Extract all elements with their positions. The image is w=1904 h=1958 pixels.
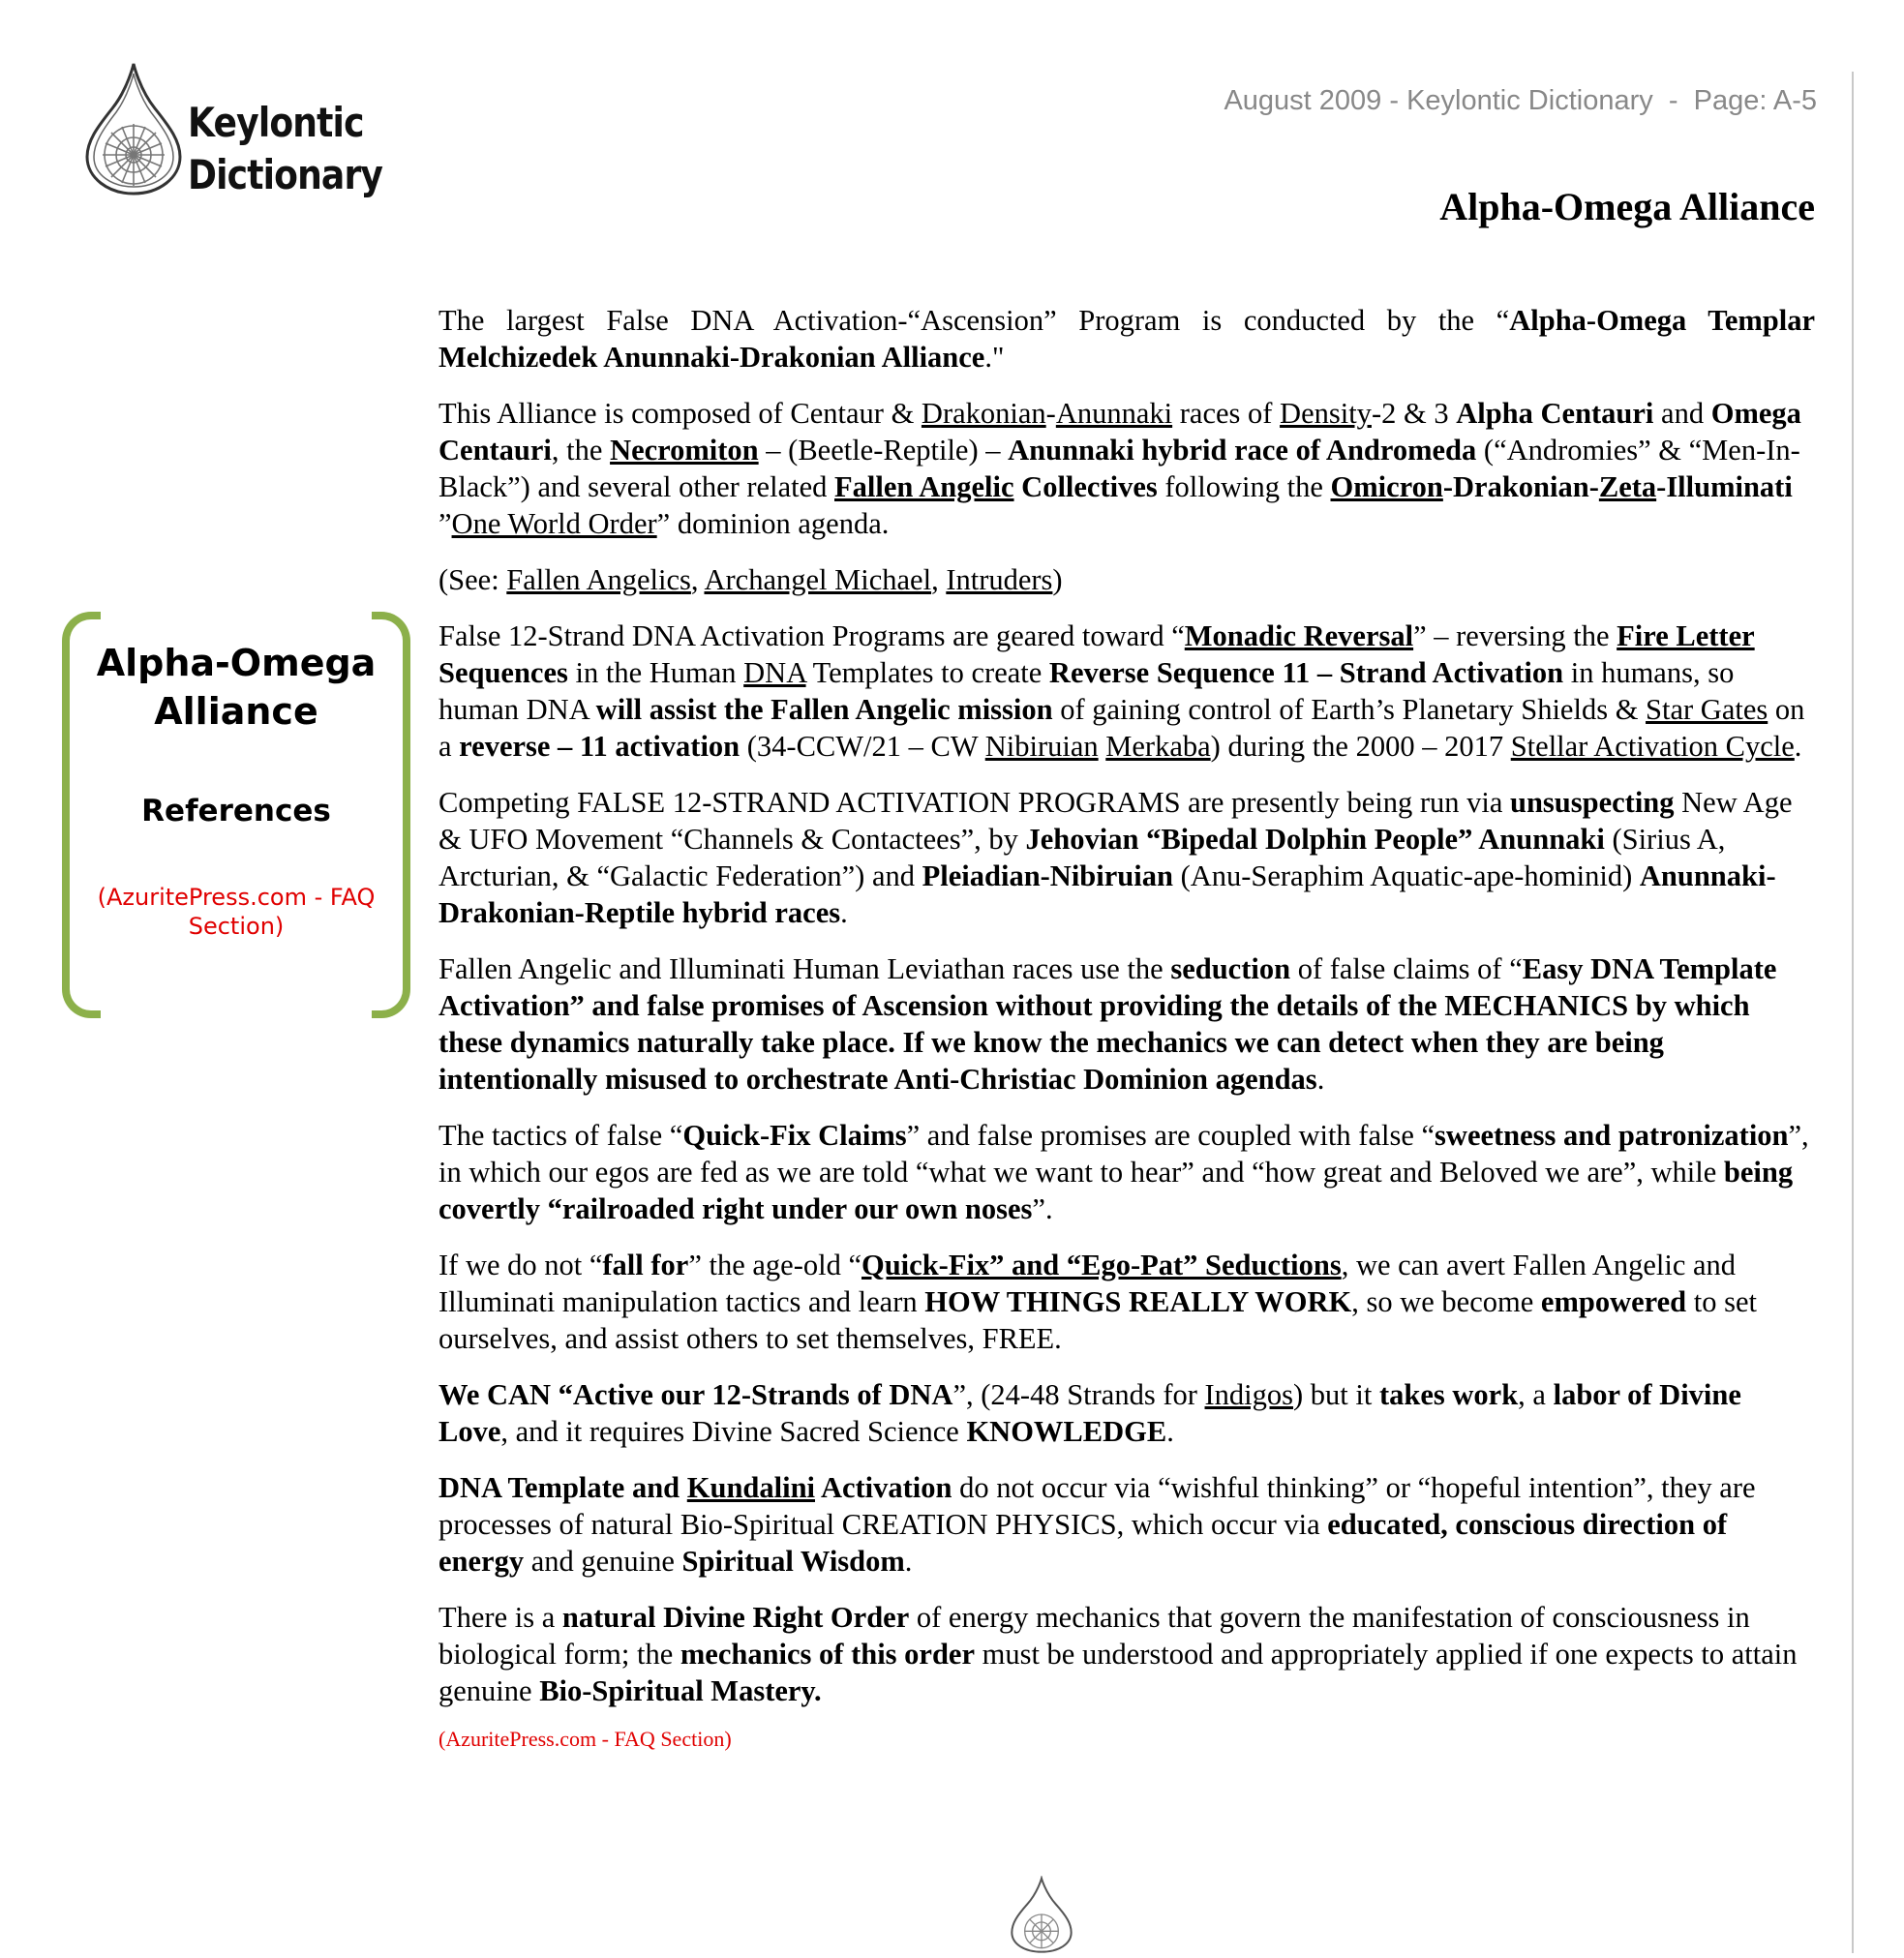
text-run: ” <box>438 507 452 540</box>
text-run: in the Human <box>567 656 744 689</box>
text-run: ) but it <box>1293 1378 1379 1411</box>
term-link[interactable]: Necromiton <box>610 434 759 467</box>
paragraph <box>438 1117 1815 1227</box>
text-run: ” dominion agenda. <box>656 507 890 540</box>
footer-drop-mandala-icon <box>1008 1876 1075 1953</box>
text-run: ” the age-old “ <box>688 1249 861 1281</box>
term-link[interactable]: Star Gates <box>1646 693 1768 726</box>
paragraph <box>438 395 1815 542</box>
text-run: , <box>690 563 705 596</box>
paragraph <box>438 618 1815 765</box>
entry-body <box>438 302 1815 1752</box>
text-run: of false claims of “ <box>1290 952 1523 985</box>
text-run: Anunnaki-Drakonian-Reptile hybrid races <box>438 859 1776 929</box>
logo-line-2: Dictionary <box>188 151 383 198</box>
paragraph <box>438 1599 1815 1709</box>
text-run: - <box>1045 397 1056 430</box>
text-run: Pleiadian-Nibiruian <box>922 859 1173 892</box>
keylontic-logo <box>83 60 393 205</box>
text-run: ” and false promises are coupled with false “ <box>906 1119 1436 1152</box>
text-run: , the <box>551 434 611 467</box>
text-run: Alpha Centauri <box>1456 397 1654 430</box>
text-run: -2 & 3 <box>1371 397 1457 430</box>
text-run: will assist the Fallen Angelic mission <box>595 693 1053 726</box>
text-run: unsuspecting <box>1510 786 1675 819</box>
text-run: races of <box>1172 397 1281 430</box>
text-run: being covertly “railroaded right under our own noses <box>438 1156 1794 1225</box>
text-run: We CAN “Active our 12-Strands of DNA <box>438 1378 953 1411</box>
text-run: Easy DNA Template Activation” and false promises of Ascension without providing the details of the MECHANICS by which these dynamics naturally take place. If we know the mechanics we can detect when they are being intentionally misused to orchestrate Anti-Christiac Dominion agendas <box>438 952 1777 1096</box>
term-link[interactable]: Indigos <box>1204 1378 1294 1411</box>
text-run: ) during the 2000 – 2017 <box>1210 730 1511 763</box>
text-run: of gaining control of Earth’s Planetary Shields & <box>1052 693 1647 726</box>
text-run: ” – reversing the <box>1413 619 1617 652</box>
text-run: must be understood and appropriately applied if one expects to attain genuine <box>438 1638 1798 1707</box>
text-run: , and it requires Divine Sacred Science <box>500 1415 967 1448</box>
text-run: (Anu-Seraphim Aquatic-ape-hominid) <box>1172 859 1640 892</box>
text-run: ”, (24-48 Strands for <box>952 1378 1205 1411</box>
text-run: Bio-Spiritual Mastery. <box>539 1674 822 1707</box>
term-link[interactable]: One World Order <box>451 507 657 540</box>
text-run: If we do not “ <box>438 1249 603 1281</box>
text-run: . <box>840 896 848 929</box>
text-run: Sequences <box>438 656 568 689</box>
text-run: DNA Template and <box>438 1471 687 1504</box>
text-run: . <box>1316 1063 1325 1096</box>
paragraph <box>438 1247 1815 1357</box>
text-run: do not occur via “wishful thinking” or “hopeful intention”, they are processes of natural Bio-Spiritual CREATION PHYSICS, which occur via <box>438 1471 1756 1541</box>
term-link[interactable]: Quick-Fix” and “Ego-Pat” Seductions <box>861 1249 1342 1281</box>
text-run: and <box>1653 397 1711 430</box>
text-run: Anunnaki hybrid race of Andromeda <box>1008 434 1477 467</box>
text-run: . <box>1794 730 1802 763</box>
see-also-paragraph <box>438 561 1815 598</box>
text-run: , <box>931 563 947 596</box>
text-run: seduction <box>1170 952 1291 985</box>
text-run: (34-CCW/21 – CW <box>740 730 985 763</box>
text-run: (Sirius A, Arcturian, & “Galactic Federation”) and <box>438 823 1726 892</box>
term-link[interactable]: Fallen Angelic <box>834 470 1014 503</box>
text-run: , we can avert Fallen Angelic and Illuminati manipulation tactics and learn <box>438 1249 1737 1318</box>
text-run: of energy mechanics that govern the manifestation of consciousness in biological form; the <box>438 1601 1750 1671</box>
term-link[interactable]: Anunnaki <box>1055 397 1173 430</box>
text-run: Omega Centauri <box>438 397 1801 467</box>
paragraph <box>438 784 1815 931</box>
text-run: educated, conscious direction of energy <box>438 1508 1728 1578</box>
text-run: This Alliance is composed of Centaur & <box>438 397 922 430</box>
references-sidebar <box>62 612 410 1009</box>
body-source-link[interactable]: (AzuritePress.com - FAQ Section) <box>438 1727 732 1751</box>
text-run: KNOWLEDGE <box>966 1415 1167 1448</box>
text-run: Spiritual Wisdom <box>681 1545 905 1578</box>
text-run: The tactics of false “ <box>438 1119 683 1152</box>
text-run: natural Divine Right Order <box>561 1601 910 1634</box>
text-run: False 12-Strand DNA Activation Programs are geared toward “ <box>438 619 1185 652</box>
text-run: on a <box>438 693 1805 763</box>
term-link[interactable]: Stellar Activation Cycle <box>1510 730 1795 763</box>
footer-logo <box>1008 1876 1075 1958</box>
term-link[interactable]: Kundalini <box>686 1471 816 1504</box>
term-link[interactable]: Zeta <box>1598 470 1657 503</box>
drop-mandala-icon <box>83 60 184 196</box>
text-run: empowered <box>1540 1285 1687 1318</box>
sidebar-source-link[interactable]: (AzuritePress.com - FAQ Section) <box>97 884 376 940</box>
text-run: following the <box>1157 470 1331 503</box>
paragraph <box>438 1376 1815 1450</box>
term-link[interactable]: Intruders <box>946 563 1053 596</box>
text-run: and genuine <box>524 1545 682 1578</box>
text-run: The largest False DNA Activation-“Ascension” Program is conducted by the “ <box>438 304 1510 337</box>
text-run: New Age & UFO Movement “Channels & Contactees”, by <box>438 786 1793 856</box>
text-run: reverse – 11 activation <box>459 730 740 763</box>
text-run: ”. <box>1032 1192 1053 1225</box>
sidebar-title: Alpha-Omega Alliance <box>96 642 377 733</box>
text-run: -Drakonian- <box>1442 470 1599 503</box>
text-run: There is a <box>438 1601 562 1634</box>
text-run: . <box>904 1545 913 1578</box>
paragraph <box>438 1469 1815 1580</box>
text-run: mechanics of this order <box>680 1638 975 1671</box>
text-run: -Illuminati <box>1656 470 1793 503</box>
text-run: fall for <box>602 1249 689 1281</box>
term-link[interactable]: Drakonian <box>921 397 1046 430</box>
text-run: Collectives <box>1021 470 1158 503</box>
page-header-info: August 2009 - Keylontic Dictionary - Page: A-5 <box>1224 85 1817 116</box>
text-run: Fallen Angelic and Illuminati Human Leviathan races use the <box>438 952 1171 985</box>
text-run: to set ourselves, and assist others to set themselves, FREE. <box>438 1285 1757 1355</box>
logo-wordmark <box>188 97 382 201</box>
page-right-rule <box>1852 72 1854 1953</box>
paragraph <box>438 302 1815 376</box>
text-run: ) <box>1052 563 1063 596</box>
term-link[interactable]: Merkaba <box>1105 730 1211 763</box>
term-link[interactable]: Fallen Angelics <box>506 563 691 596</box>
text-run: Alpha-Omega Templar Melchizedek Anunnaki-Drakonian Alliance <box>438 304 1815 374</box>
text-run: , a <box>1518 1378 1554 1411</box>
text-run: Quick-Fix Claims <box>682 1119 907 1152</box>
term-link[interactable]: Omicron <box>1330 470 1443 503</box>
term-link[interactable]: DNA <box>743 656 806 689</box>
text-run: HOW THINGS REALLY WORK <box>924 1285 1352 1318</box>
text-run: (“Andromies” & “Men-In-Black”) and several other related <box>438 434 1800 503</box>
term-link[interactable]: Archangel Michael <box>704 563 932 596</box>
text-run: Templates to create <box>805 656 1049 689</box>
text-run: . <box>1166 1415 1174 1448</box>
sidebar-references-label: References <box>141 794 331 828</box>
term-link[interactable]: Monadic Reversal <box>1184 619 1414 652</box>
text-run: takes work <box>1378 1378 1519 1411</box>
text-run: labor of Divine Love <box>438 1378 1741 1448</box>
text-run: – (Beetle-Reptile) – <box>758 434 1009 467</box>
text-run: (See: <box>438 563 507 596</box>
logo-line-1: Keylontic <box>188 99 364 146</box>
text-run: in humans, so human DNA <box>438 656 1735 726</box>
entry-title: Alpha-Omega Alliance <box>1439 185 1815 228</box>
text-run: Competing FALSE 12-STRAND ACTIVATION PROGRAMS are presently being run via <box>438 786 1510 819</box>
text-run: Activation <box>815 1471 952 1504</box>
term-link[interactable]: Fire Letter <box>1617 619 1755 652</box>
text-run: ." <box>984 341 1005 374</box>
text-run: Jehovian “Bipedal Dolphin People” Anunnaki <box>1025 823 1605 856</box>
text-run: ”, in which our egos are fed as we are told “what we want to hear” and “how great and Beloved we are”, while <box>438 1119 1809 1189</box>
term-link[interactable]: Nibiruian <box>984 730 1099 763</box>
term-link[interactable]: Density <box>1280 397 1372 430</box>
paragraph <box>438 950 1815 1098</box>
text-run: Reverse Sequence 11 – Strand Activation <box>1048 656 1564 689</box>
text-run: sweetness and patronization <box>1435 1119 1789 1152</box>
text-run: , so we become <box>1351 1285 1541 1318</box>
